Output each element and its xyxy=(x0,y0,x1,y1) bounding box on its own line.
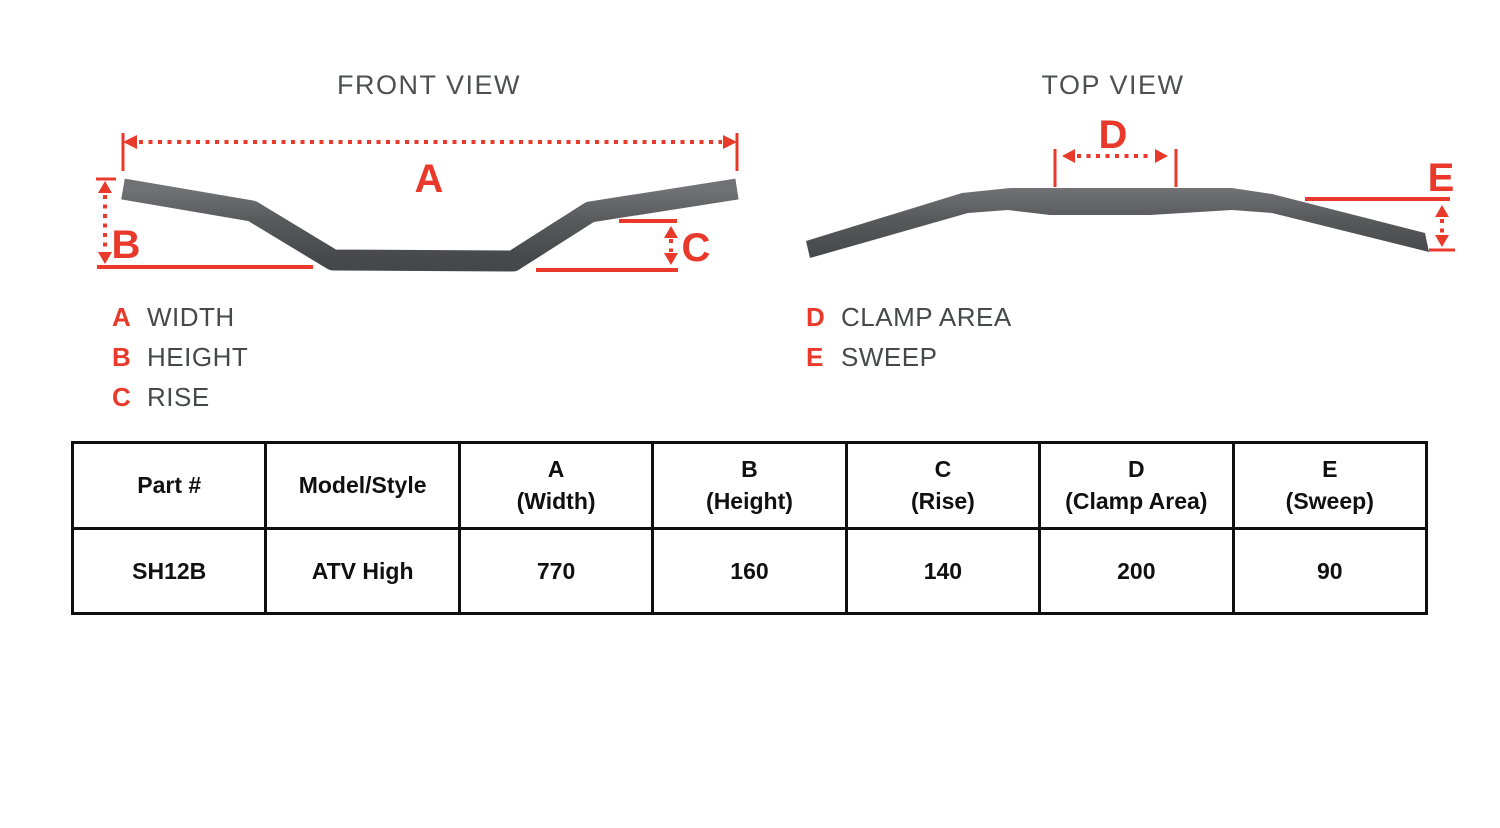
dim-e-arrow-up-icon xyxy=(1435,205,1449,217)
top-view-diagram xyxy=(806,113,1455,258)
cell-width-value: 770 xyxy=(459,529,652,614)
dim-e-arrow-down-icon xyxy=(1435,235,1449,247)
legend-label-clamp-area: CLAMP AREA xyxy=(841,302,1012,332)
col-header-b-height: B (Height) xyxy=(653,443,846,529)
dim-c-arrow-up-icon xyxy=(664,226,678,238)
cell-clamp-area-value: 200 xyxy=(1040,529,1233,614)
legend-item-sweep xyxy=(806,342,1012,382)
col-header-e-sweep: E (Sweep) xyxy=(1233,443,1426,529)
dim-c-arrow-down-icon xyxy=(664,253,678,265)
front-view-title: FRONT VIEW xyxy=(336,70,522,100)
col-header-a-width: A (Width) xyxy=(459,443,652,529)
dim-c-label: C xyxy=(681,226,711,270)
dim-e-label: E xyxy=(1427,156,1455,200)
dim-b-arrow-down-icon xyxy=(98,252,112,264)
dim-a-label: A xyxy=(414,157,444,201)
legend-item-clamp-area xyxy=(806,302,1012,342)
top-view-title: TOP VIEW xyxy=(1041,70,1185,100)
dim-a-arrow-left-icon xyxy=(123,135,137,149)
legend-key-b: B xyxy=(112,342,131,372)
legend-key-d: D xyxy=(806,302,825,332)
dim-b-arrow-up-icon xyxy=(98,181,112,193)
dim-d-label: D xyxy=(1098,113,1128,157)
col-header-c-rise: C (Rise) xyxy=(846,443,1039,529)
front-view-legend xyxy=(112,302,248,422)
legend-item-height xyxy=(112,342,248,382)
col-header-part-number: Part # xyxy=(73,443,266,529)
legend-label-sweep: SWEEP xyxy=(841,342,938,372)
col-header-d-clamp-area: D (Clamp Area) xyxy=(1040,443,1233,529)
legend-label-width: WIDTH xyxy=(147,302,235,332)
col-header-model-style: Model/Style xyxy=(266,443,459,529)
dim-d-arrow-left-icon xyxy=(1062,149,1075,163)
legend-key-c: C xyxy=(112,382,131,412)
cell-model-style: ATV High xyxy=(266,529,459,614)
spec-table xyxy=(71,441,1428,615)
cell-part-number: SH12B xyxy=(73,529,266,614)
dim-a-arrow-right-icon xyxy=(723,135,737,149)
legend-key-a: A xyxy=(112,302,131,332)
spec-table-row xyxy=(73,529,1427,614)
front-view-diagram xyxy=(96,133,737,270)
dim-b-label: B xyxy=(111,223,141,267)
legend-label-height: HEIGHT xyxy=(147,342,249,372)
cell-height-value: 160 xyxy=(653,529,846,614)
spec-table-header-row xyxy=(73,443,1427,529)
top-view-legend xyxy=(806,302,1012,382)
dim-d-arrow-right-icon xyxy=(1155,149,1168,163)
legend-label-rise: RISE xyxy=(147,382,210,412)
legend-key-e: E xyxy=(806,342,824,372)
cell-sweep-value: 90 xyxy=(1233,529,1426,614)
legend-item-width xyxy=(112,302,248,342)
cell-rise-value: 140 xyxy=(846,529,1039,614)
legend-item-rise xyxy=(112,382,248,422)
